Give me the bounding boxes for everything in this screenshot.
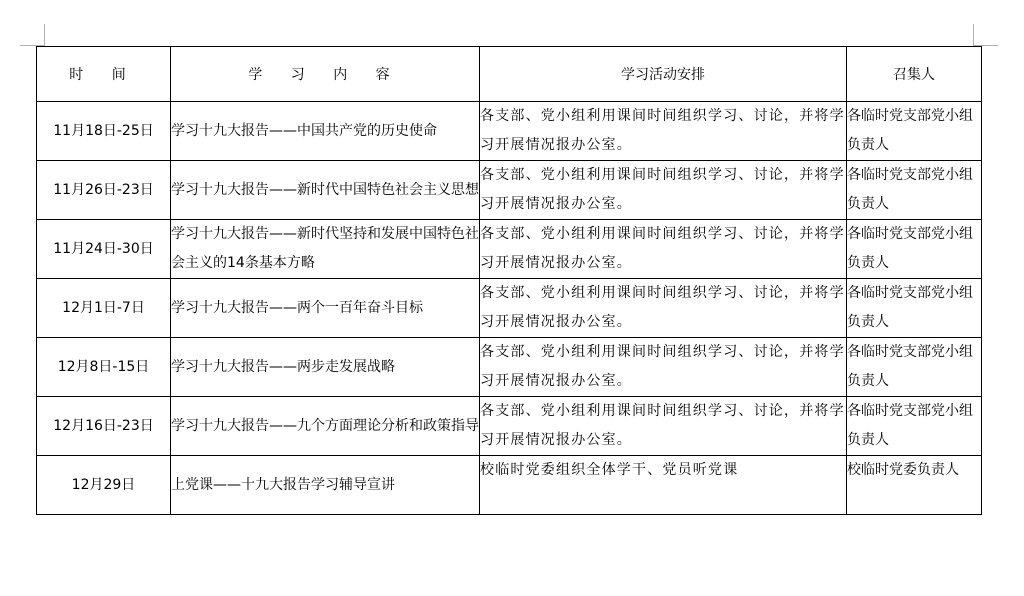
table-body — [37, 102, 982, 515]
row-convener: 各临时党支部党小组负责人 — [847, 220, 982, 279]
header-time: 时 间 — [37, 47, 171, 102]
row-convener: 各临时党支部党小组负责人 — [847, 279, 982, 338]
table-header — [37, 47, 982, 102]
row-content: 上党课——十九大报告学习辅导宣讲 — [171, 456, 480, 515]
header-arrangement: 学习活动安排 — [480, 47, 847, 102]
header-content: 学 习 内 容 — [171, 47, 480, 102]
table-row — [37, 279, 982, 338]
table-row — [37, 397, 982, 456]
header-convener: 召集人 — [847, 47, 982, 102]
row-time: 12月1日-7日 — [37, 279, 171, 338]
row-arrangement: 各支部、党小组利用课间时间组织学习、讨论，并将学习开展情况报办公室。 — [480, 338, 847, 397]
row-content: 学习十九大报告——九个方面理论分析和政策指导 — [171, 397, 480, 456]
row-arrangement: 各支部、党小组利用课间时间组织学习、讨论，并将学习开展情况报办公室。 — [480, 102, 847, 161]
row-convener: 各临时党支部党小组负责人 — [847, 338, 982, 397]
row-arrangement: 校临时党委组织全体学干、党员听党课 — [480, 456, 847, 515]
study-schedule-table — [36, 46, 982, 515]
row-convener: 各临时党支部党小组负责人 — [847, 397, 982, 456]
row-convener: 各临时党支部党小组负责人 — [847, 102, 982, 161]
row-time: 11月26日-23日 — [37, 161, 171, 220]
row-arrangement: 各支部、党小组利用课间时间组织学习、讨论，并将学习开展情况报办公室。 — [480, 220, 847, 279]
crop-mark-top-left-vertical — [44, 24, 45, 46]
row-arrangement: 各支部、党小组利用课间时间组织学习、讨论，并将学习开展情况报办公室。 — [480, 161, 847, 220]
table-row — [37, 102, 982, 161]
row-content: 学习十九大报告——新时代坚持和发展中国特色社会主义的14条基本方略 — [171, 220, 480, 279]
row-time: 12月16日-23日 — [37, 397, 171, 456]
row-time: 12月8日-15日 — [37, 338, 171, 397]
table-row — [37, 220, 982, 279]
crop-mark-top-right-vertical — [973, 24, 974, 46]
row-convener: 校临时党委负责人 — [847, 456, 982, 515]
table-row — [37, 161, 982, 220]
header-row — [37, 47, 982, 102]
row-time: 11月24日-30日 — [37, 220, 171, 279]
row-time: 11月18日-25日 — [37, 102, 171, 161]
row-convener: 各临时党支部党小组负责人 — [847, 161, 982, 220]
row-content: 学习十九大报告——中国共产党的历史使命 — [171, 102, 480, 161]
table-row — [37, 456, 982, 515]
row-arrangement: 各支部、党小组利用课间时间组织学习、讨论，并将学习开展情况报办公室。 — [480, 279, 847, 338]
row-time: 12月29日 — [37, 456, 171, 515]
row-content: 学习十九大报告——两个一百年奋斗目标 — [171, 279, 480, 338]
row-content: 学习十九大报告——两步走发展战略 — [171, 338, 480, 397]
row-arrangement: 各支部、党小组利用课间时间组织学习、讨论，并将学习开展情况报办公室。 — [480, 397, 847, 456]
table-row — [37, 338, 982, 397]
row-content: 学习十九大报告——新时代中国特色社会主义思想 — [171, 161, 480, 220]
